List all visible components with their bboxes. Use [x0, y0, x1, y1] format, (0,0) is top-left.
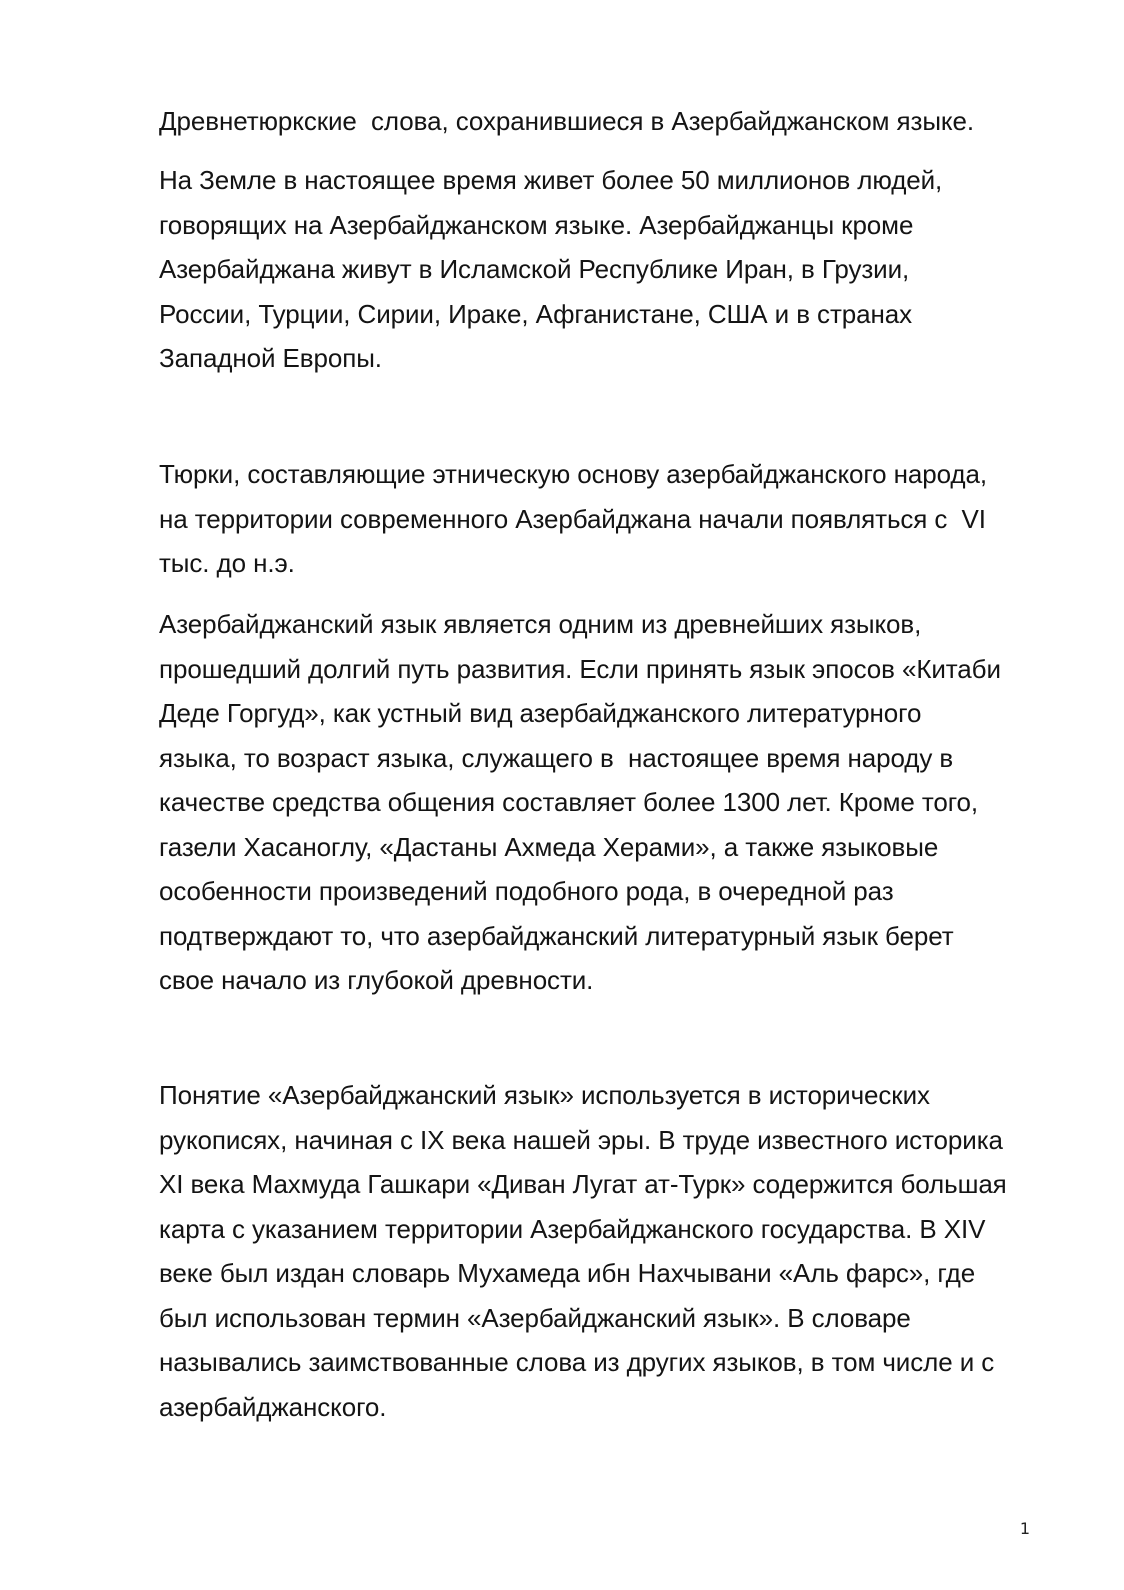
text-line: прошедший долгий путь развития. Если принять язык эпосов «Китаби: [159, 653, 1001, 684]
page-number: 1: [1019, 1519, 1030, 1538]
text-line: На Земле в настоящее время живет более 50 миллионов людей,: [159, 165, 943, 195]
text-line: Тюрки, составляющие этническую основу азербайджанского народа,: [159, 459, 987, 489]
text-line: Понятие «Азербайджанский язык» используется в исторических: [159, 1080, 930, 1110]
text-line: языка, то возраст языка, служащего в настоящее время народу в: [159, 742, 954, 773]
text-line: был использован термин «Азербайджанский язык». В словаре: [159, 1302, 911, 1333]
paragraph-2: [159, 452, 1039, 586]
text-line: Деде Горгуд», как устный вид азербайджанского литературного: [159, 698, 922, 728]
text-line: XI века Махмуда Гашкари «Диван Лугат ат-Турк» содержится большая: [159, 1169, 1007, 1199]
text-line: Западной Европы.: [159, 343, 382, 373]
text-line: газели Хасаноглу, «Дастаны Ахмеда Херами», а также языковые: [159, 831, 939, 862]
text-line: рукописях, начиная с IX века нашей эры. В труде известного историка: [159, 1124, 1003, 1155]
text-line: тыс. до н.э.: [159, 548, 295, 578]
text-line: особенности произведений подобного рода, в очередной раз: [159, 876, 894, 906]
text-line: азербайджанского.: [159, 1391, 387, 1422]
text-line: на территории современного Азербайджана начали появляться с VI: [159, 503, 986, 534]
document-title: [159, 99, 1039, 144]
text-line: говорящих на Азербайджанском языке. Азербайджанцы кроме: [159, 209, 914, 240]
text-line: карта с указанием территории Азербайджанского государства. В XIV: [159, 1213, 986, 1244]
text-line: веке был издан словарь Мухамеда ибн Нахчывани «Аль фарс», где: [159, 1258, 976, 1288]
text-line: качестве средства общения составляет более 1300 лет. Кроме того,: [159, 787, 978, 817]
text-line: свое начало из глубокой древности.: [159, 965, 594, 995]
text-line: назывались заимствованные слова из других языков, в том числе и с: [159, 1347, 995, 1377]
paragraph-3: [159, 602, 1039, 1003]
text-line: Азербайджанский язык является одним из древнейших языков,: [159, 609, 922, 639]
text-line: России, Турции, Сирии, Ираке, Афганистане, США и в странах: [159, 298, 912, 329]
text-line: Азербайджана живут в Исламской Республике Иран, в Грузии,: [159, 254, 910, 284]
text-line: подтверждают то, что азербайджанский литературный язык берет: [159, 920, 954, 951]
title-line: Древнетюркские слова, сохранившиеся в Азербайджанском языке.: [159, 106, 974, 136]
paragraph-1: [159, 158, 1039, 381]
paragraph-4: [159, 1073, 1039, 1429]
